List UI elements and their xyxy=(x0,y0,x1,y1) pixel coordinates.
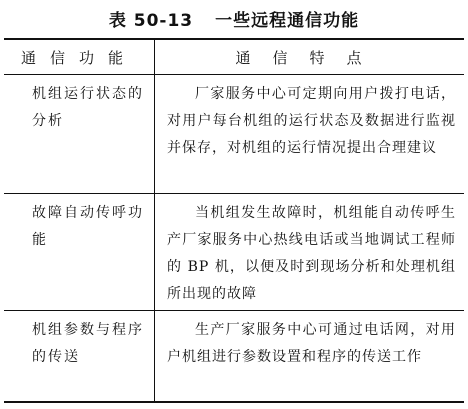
remote-communication-table xyxy=(4,38,464,403)
header-function: 通信功能 xyxy=(4,39,155,75)
function-cell: 故障自动传呼功能 xyxy=(4,194,155,311)
header-feature: 通信特点 xyxy=(155,39,465,75)
feature-cell: 当机组发生故障时，机组能自动传呼生产厂家服务中心热线电话或当地调试工程师的 BP 机，以便及时到现场分析和处理机组所出现的故障 xyxy=(155,194,465,311)
table-row xyxy=(4,75,464,194)
table-caption xyxy=(0,6,468,31)
table-title: 一些远程通信功能 xyxy=(215,11,360,31)
function-cell: 机组运行状态的分析 xyxy=(4,75,155,194)
feature-cell: 生产厂家服务中心可通过电话网，对用户机组进行参数设置和程序的传送工作 xyxy=(155,311,465,403)
table-row xyxy=(4,194,464,311)
feature-cell: 厂家服务中心可定期向用户拨打电话，对用户每台机组的运行状态及数据进行监视并保存，对机组的运行情况提出合理建议 xyxy=(167,86,456,156)
function-cell: 机组参数与程序的传送 xyxy=(4,311,155,403)
table-row xyxy=(4,311,464,403)
table-number: 表 50-13 xyxy=(108,11,194,31)
header-row xyxy=(4,39,464,75)
